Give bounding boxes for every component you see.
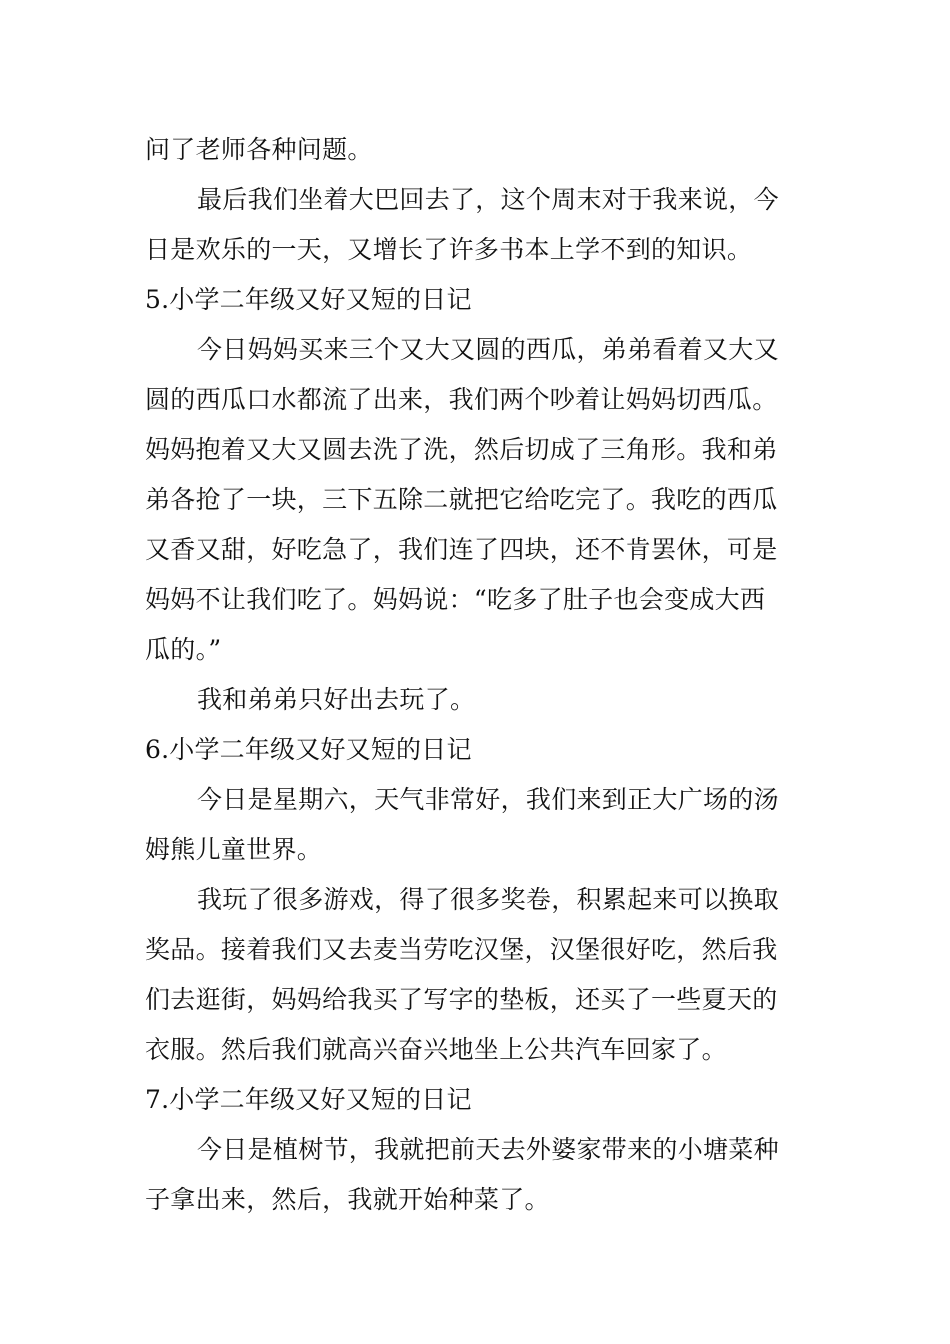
paragraph-start-line: 今日是星期六，天气非常好，我们来到正大广场的汤 [197, 785, 779, 814]
text-line: 们去逛街，妈妈给我买了写字的垫板，还买了一些夏天的 [145, 985, 778, 1014]
section-heading-7: 7.小学二年级又好又短的日记 [145, 1085, 472, 1114]
paragraph-start-line: 我和弟弟只好出去玩了。 [197, 685, 476, 714]
text-line: 妈妈抱着又大又圆去洗了洗，然后切成了三角形。我和弟 [145, 435, 778, 464]
paragraph-start-line: 我玩了很多游戏，得了很多奖卷，积累起来可以换取 [197, 885, 779, 914]
text-line: 又香又甜，好吃急了，我们连了四块，还不肯罢休，可是 [145, 535, 778, 564]
paragraph-start-line: 今日妈妈买来三个又大又圆的西瓜，弟弟看着又大又 [197, 335, 779, 364]
paragraph-start-line: 最后我们坐着大巴回去了，这个周末对于我来说，今 [197, 185, 779, 214]
document-body [145, 125, 810, 1225]
section-heading-5: 5.小学二年级又好又短的日记 [145, 285, 472, 314]
text-line: 问了老师各种问题。 [145, 135, 373, 164]
text-line: 奖品。接着我们又去麦当劳吃汉堡，汉堡很好吃，然后我 [145, 935, 778, 964]
paragraph-start-line: 今日是植树节，我就把前天去外婆家带来的小塘菜种 [197, 1135, 779, 1164]
text-line: 弟各抢了一块，三下五除二就把它给吃完了。我吃的西瓜 [145, 485, 778, 514]
text-line: 瓜的。” [145, 635, 222, 664]
section-heading-6: 6.小学二年级又好又短的日记 [145, 735, 472, 764]
text-line: 子拿出来，然后，我就开始种菜了。 [145, 1185, 550, 1214]
text-line: 日是欢乐的一天，又增长了许多书本上学不到的知识。 [145, 235, 753, 264]
text-line: 衣服。然后我们就高兴奋兴地坐上公共汽车回家了。 [145, 1035, 727, 1064]
text-line: 圆的西瓜口水都流了出来，我们两个吵着让妈妈切西瓜。 [145, 385, 778, 414]
text-line: 妈妈不让我们吃了。妈妈说：“吃多了肚子也会变成大西 [145, 585, 766, 614]
text-line: 姆熊儿童世界。 [145, 835, 323, 864]
